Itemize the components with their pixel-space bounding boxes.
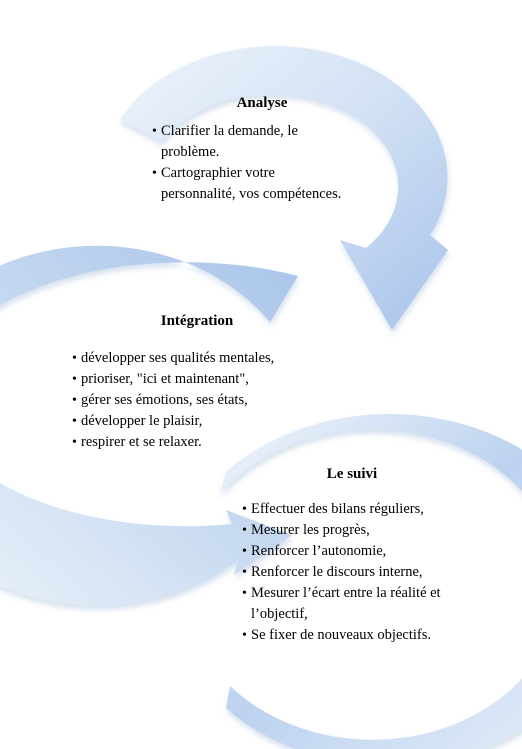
integration-list	[72, 348, 332, 453]
list-item: • Mesurer les progrès,	[242, 520, 472, 541]
list-item: • Effectuer des bilans réguliers,	[242, 499, 472, 520]
suivi-list	[242, 499, 472, 646]
list-item: • Se fixer de nouveaux objectifs.	[242, 625, 472, 646]
integration-block	[72, 312, 332, 453]
list-item: • développer ses qualités mentales,	[72, 348, 332, 369]
list-item: • Cartographier votre personnalité, vos compétences.	[152, 163, 382, 205]
analyse-block	[152, 94, 382, 205]
integration-title: Intégration	[160, 313, 234, 329]
list-item: • Renforcer l’autonomie,	[242, 541, 472, 562]
analyse-list	[152, 121, 382, 205]
list-item: • Clarifier la demande, le problème.	[152, 121, 382, 163]
list-item: • développer le plaisir,	[72, 411, 332, 432]
list-item: • Mesurer l’écart entre la réalité et l’objectif,	[242, 583, 472, 625]
suivi-block	[242, 465, 472, 646]
list-item: • respirer et se relaxer.	[72, 432, 332, 453]
list-item: • prioriser, "ici et maintenant",	[72, 369, 332, 390]
analyse-title: Analyse	[236, 95, 288, 111]
suivi-title: Le suivi	[326, 466, 378, 482]
list-item: • Renforcer le discours interne,	[242, 562, 472, 583]
list-item: • gérer ses émotions, ses états,	[72, 390, 332, 411]
